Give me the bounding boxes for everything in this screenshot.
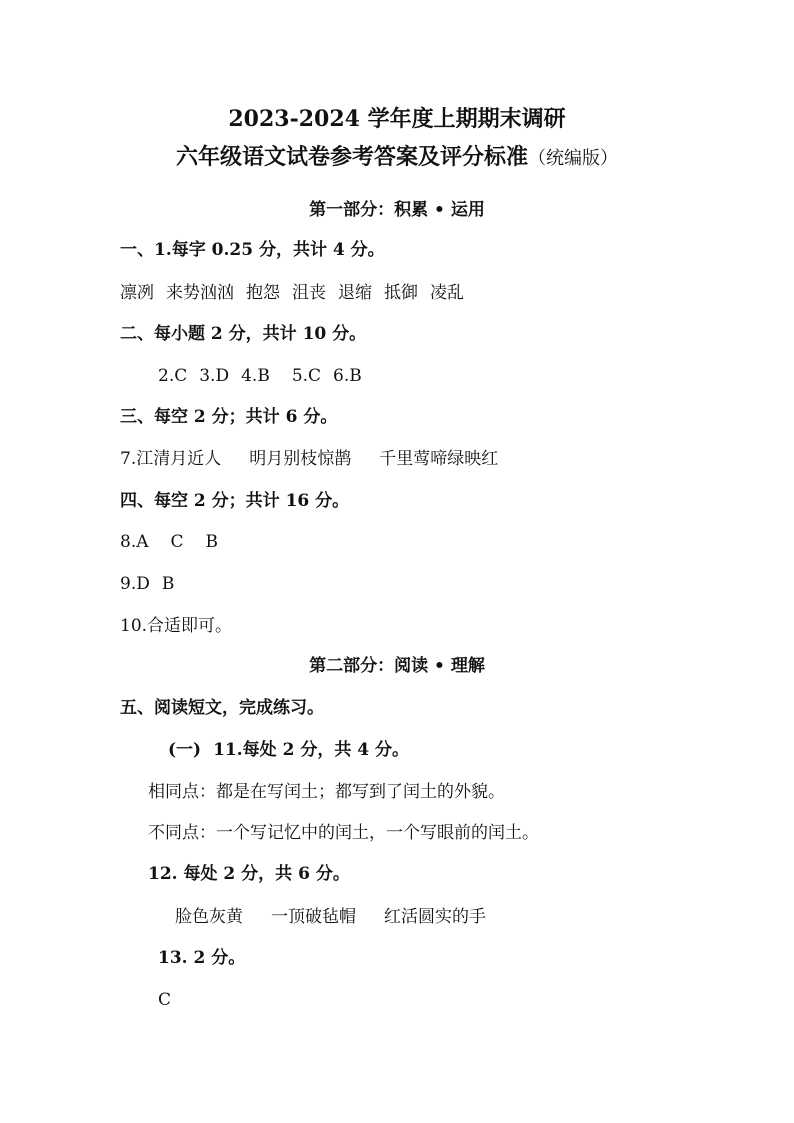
q2-answer-3: 4.B [241,366,270,386]
q1-answer-7: 凌乱 [430,283,464,303]
q1-answer-3: 抱怨 [246,283,280,303]
q13-label: 13. 2 分。 [158,948,246,968]
doc-title-line2-main: 六年级语文试卷参考答案及评分标准 [175,144,528,170]
q3-answer-3: 千里莺啼绿映红 [379,449,499,469]
q12-answer-2: 一顶破毡帽 [271,907,356,927]
q5-diff-point: 不同点：一个写记忆中的闰土，一个写眼前的闰土。 [148,823,539,843]
doc-title-line1-text: 2023-2024 学年度上期期末调研 [228,106,566,132]
q3-answer-2: 明月别枝惊鹊 [249,449,352,469]
q13-answer: C [158,990,172,1010]
q2-label: 二、每小题 2 分，共计 10 分。 [120,324,367,344]
part1-heading [0,202,794,219]
q4-label: 四、每空 2 分；共计 16 分。 [120,491,350,511]
q2-answers [158,368,362,385]
q1-answer-5: 退缩 [338,283,372,303]
q2-answer-5: 6.B [333,366,362,386]
part2-heading [0,658,794,675]
q3-label: 三、每空 2 分；共计 6 分。 [120,407,338,427]
doc-title-line2-suffix: （统编版） [528,148,618,169]
q5-same-point: 相同点：都是在写闰土；都写到了闰土的外貌。 [148,782,505,802]
q4-line9-prefix: 9. [120,574,137,594]
q1-answers [120,285,464,302]
q5-sub1 [168,742,409,759]
part1-heading-text: 第一部分：积累 • 运用 [309,200,485,220]
q12-answers [175,909,486,926]
doc-title-line1 [0,108,794,130]
q4-line8-answer-2: C [170,532,184,552]
q5-sub1-text: 11.每处 2 分，共 4 分。 [213,740,410,760]
q4-line9-answer-1: D [136,574,150,594]
q1-answer-1: 凛冽 [120,283,154,303]
q5-label: 五、阅读短文，完成练习。 [120,698,324,718]
q4-line9-answer-2: B [161,574,175,594]
q1-answer-6: 抵御 [384,283,418,303]
q4-line8-answer-3: B [205,532,219,552]
q4-line8-prefix: 8. [120,532,137,552]
q3-answer-1: 江清月近人 [136,449,222,469]
part2-heading-text: 第二部分：阅读 • 理解 [309,656,485,676]
q4-line10: 10.合适即可。 [120,616,233,636]
q2-answer-1: 2.C [158,366,188,386]
q3-answer-prefix: 7. [120,449,137,469]
q12-answer-1: 脸色灰黄 [175,907,243,927]
q4-line8 [120,534,218,551]
q4-line8-answer-1: A [136,532,149,552]
q2-answer-2: 3.D [199,366,230,386]
q1-label: 一、1.每字 0.25 分，共计 4 分。 [120,240,385,260]
q12-answer-3: 红活圆实的手 [384,907,486,927]
q1-answer-2: 来势汹汹 [166,283,234,303]
q4-line9 [120,576,174,593]
q5-sub1-label: (一) [168,740,202,760]
doc-title-line2 [0,146,794,168]
q12-label: 12. 每处 2 分，共 6 分。 [148,864,350,884]
q1-answer-4: 沮丧 [292,283,326,303]
q2-answer-4: 5.C [291,366,322,386]
q3-answers [120,451,498,468]
